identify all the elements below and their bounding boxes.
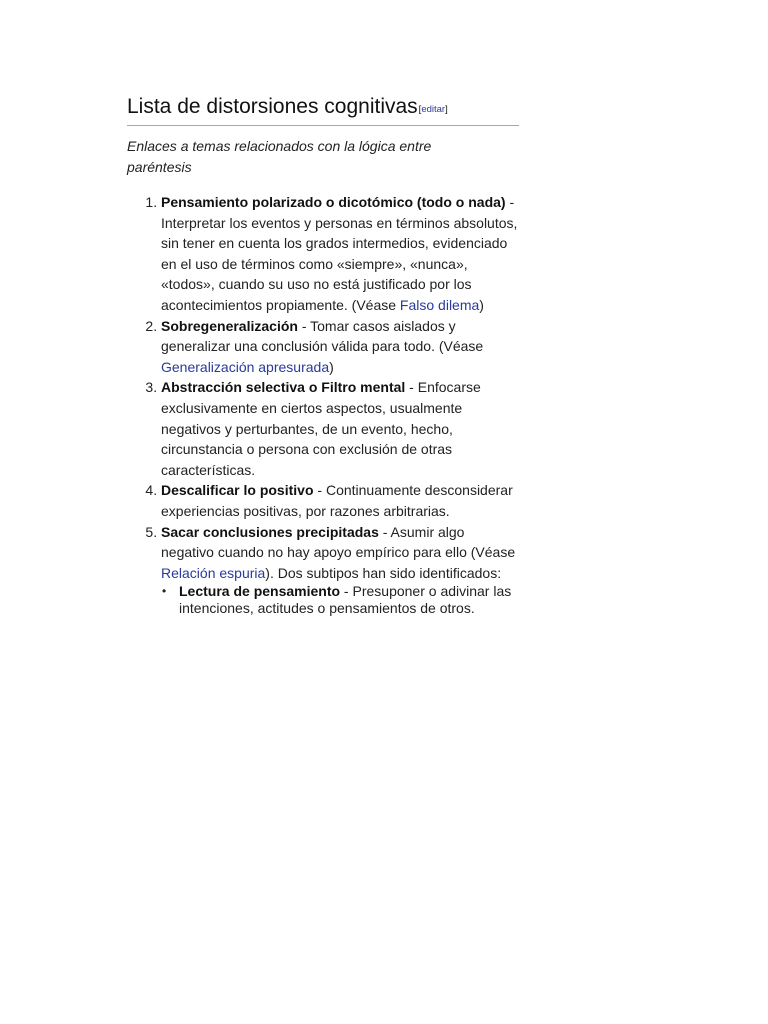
item-term: Abstracción selectiva o Filtro mental <box>161 379 406 396</box>
item-tail: ) <box>329 358 334 375</box>
item-text: Enfocarse exclusivamente en ciertos aspectos, usualmente negativos y perturbantes, de un evento, hecho, circunstancia o persona con exclusión de otras características. <box>161 379 481 478</box>
section-heading <box>127 94 519 126</box>
item-term: Pensamiento polarizado o dicotómico (todo o nada) <box>161 194 506 210</box>
item-tail: ) <box>479 296 484 313</box>
item-tail: ). Dos subtipos han sido identificados: <box>265 564 502 581</box>
item-term: Sobregeneralización <box>161 317 298 334</box>
item-text: Interpretar los eventos y personas en términos absolutos, sin tener en cuenta los grados intermedios, evidenciado en el uso de términos como «siempre», «nunca», «todos», cuando su uso no está justificado por los acontecimientos propiamente. (Véase <box>161 214 518 313</box>
section-title: Lista de distorsiones cognitivas <box>127 95 418 118</box>
bullet-dot-icon: • <box>162 584 167 599</box>
sub-list-item: • Lectura de pensamiento - Presuponer o adivinar las intenciones, actitudes o pensamientos de otros. <box>162 583 512 617</box>
item-term: Sacar conclusiones precipitadas <box>161 523 379 540</box>
link-falso-dilema[interactable]: Falso dilema <box>399 296 480 313</box>
list-item: 1. Pensamiento polarizado o dicotómico (todo o nada) - Interpretar los eventos y personas en términos absolutos, sin tener en cuenta los grados intermedios, evidenciado en el uso de términos como «siempre», «nunca», «todos», cuando su uso no está justificado por los acontecimientos propiamente. (Véase Falso dilema) <box>161 192 519 316</box>
list-item: 3. Abstracción selectiva o Filtro mental - Enfocarse exclusivamente en ciertos aspectos, usualmente negativos y perturbantes, de un evento, hecho, circunstancia o persona con exclusión de otras características. <box>161 377 519 480</box>
edit-section: [editar] <box>418 104 448 115</box>
link-generalizacion-apresurada[interactable]: Generalización apresurada <box>161 358 330 375</box>
list-item: 5. Sacar conclusiones precipitadas - Asumir algo negativo cuando no hay apoyo empírico para ello (Véase Relación espuria). Dos subtipos han sido identificados: • Lectura de pensamiento - Presuponer o adivinar las intenciones, actitudes o pensamientos de otros. <box>161 522 519 618</box>
edit-link[interactable]: editar <box>421 104 446 115</box>
list-item: 4. Descalificar lo positivo - Continuamente desconsiderar experiencias positivas, por razones arbitrarias. <box>161 480 519 521</box>
sub-item-term: Lectura de pensamiento <box>179 583 341 600</box>
article-section <box>127 94 519 617</box>
item-text: Continuamente desconsiderar experiencias positivas, por razones arbitrarias. <box>161 482 513 519</box>
sub-item-text: Presuponer o adivinar las intenciones, actitudes o pensamientos de otros. <box>179 583 512 617</box>
intro-note: Enlaces a temas relacionados con la lógica entre paréntesis <box>127 138 432 175</box>
item-text: Asumir algo negativo cuando no hay apoyo empírico para ello (Véase <box>161 523 516 561</box>
link-relacion-espuria[interactable]: Relación espuria <box>161 564 266 581</box>
item-term: Descalificar lo positivo <box>161 482 314 499</box>
list-item: 2. Sobregeneralización - Tomar casos aislados y generalizar una conclusión válida para todo. (Véase Generalización apresurada) <box>161 316 519 378</box>
item-text: Tomar casos aislados y generalizar una conclusión válida para todo. (Véase <box>161 317 484 355</box>
distortion-list <box>127 192 519 617</box>
subtype-list <box>161 583 519 617</box>
